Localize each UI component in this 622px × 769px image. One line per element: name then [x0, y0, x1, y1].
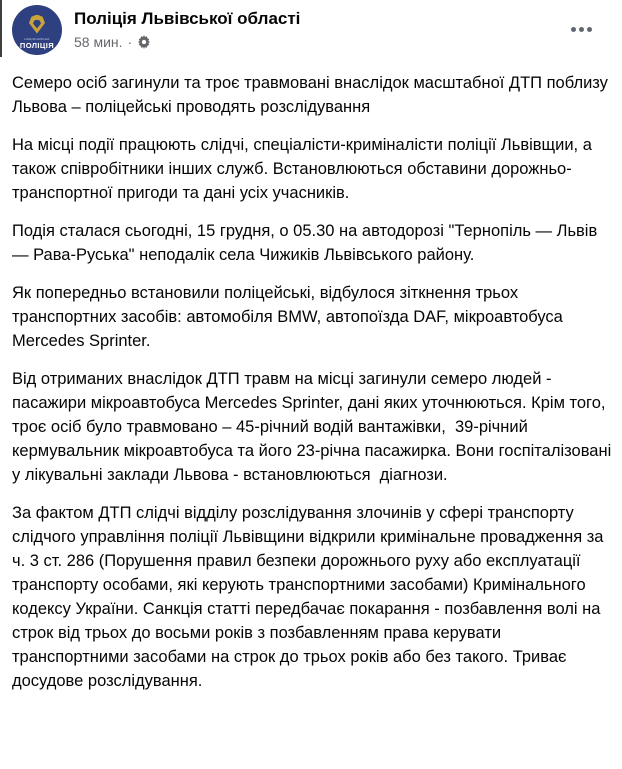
police-emblem-icon: [29, 15, 45, 34]
post-paragraph: Від отриманих внаслідок ДТП травм на місці загинули семеро людей - пасажири мікроавтобуса Mercedes Sprinter, дані яких уточнюються. Крім того, троє осіб було травмовано – 45-річний водій вантажівки, 39-річний кермувальник мікроавтобуса та його 23-річна пасажирка. Вони госпіталізовані у лікувальні заклади Львова - встановлюються діагнози.: [12, 370, 616, 484]
dot-icon: [587, 27, 592, 32]
dot-icon: [571, 27, 576, 32]
page-name-link[interactable]: Поліція Львівської області: [74, 9, 301, 28]
post-meta-row: [74, 33, 559, 51]
more-options-button[interactable]: [567, 23, 596, 36]
post-paragraph: Семеро осіб загинули та троє травмовані внаслідок масштабної ДТП поблизу Львова – поліцейські проводять розслідування: [12, 74, 613, 116]
post-paragraph: Подія сталася сьогодні, 15 грудня, о 05.30 на автодорозі "Тернопіль — Львів — Рава-Руська" неподалік села Чижиків Львівського району.: [12, 222, 602, 264]
avatar-word-text: ПОЛІЦІЯ: [19, 40, 55, 50]
post-text-body: [0, 55, 622, 703]
avatar-micro-text: НАЦІОНАЛЬНА: [24, 36, 50, 41]
dot-icon: [579, 27, 584, 32]
meta-dot-separator: ·: [127, 34, 133, 50]
post-paragraph: Як попередньо встановили поліцейські, відбулося зіткнення трьох транспортних засобів: автомобіля BMW, автопоїзда DAF, мікроавтобуса Mercedes Sprinter.: [12, 284, 568, 350]
privacy-gear-icon: [137, 35, 151, 49]
page-avatar[interactable]: [12, 5, 62, 55]
post-header: [0, 0, 622, 55]
post-paragraph: На місці події працюють слідчі, спеціалісти-криміналісти поліції Львівщии, а також співробітники інших служб. Встановлюються обставини дорожньо-транспортної пригоди та дані усіх учасників.: [12, 136, 597, 202]
header-text-block: [74, 5, 559, 51]
screenshot-edge-artifact: [0, 0, 2, 57]
post-paragraph: За фактом ДТП слідчі відділу розслідування злочинів у сфері транспорту слідчого управління поліції Львівщини відкрили кримінальне провадження за ч. 3 ст. 286 (Порушення правил безпеки дорожнього руху або експлуатації транспорту особами, які керують транспортними засобами) Кримінального кодексу України. Санкція статті передбачає покарання - позбавлення волі на строк від трьох до восьми років з позбавленням права керувати транспортними засобами на строк до трьох років або без такого. Триває досудове розслідування.: [12, 504, 609, 690]
post-timestamp[interactable]: 58 мин.: [74, 34, 123, 50]
